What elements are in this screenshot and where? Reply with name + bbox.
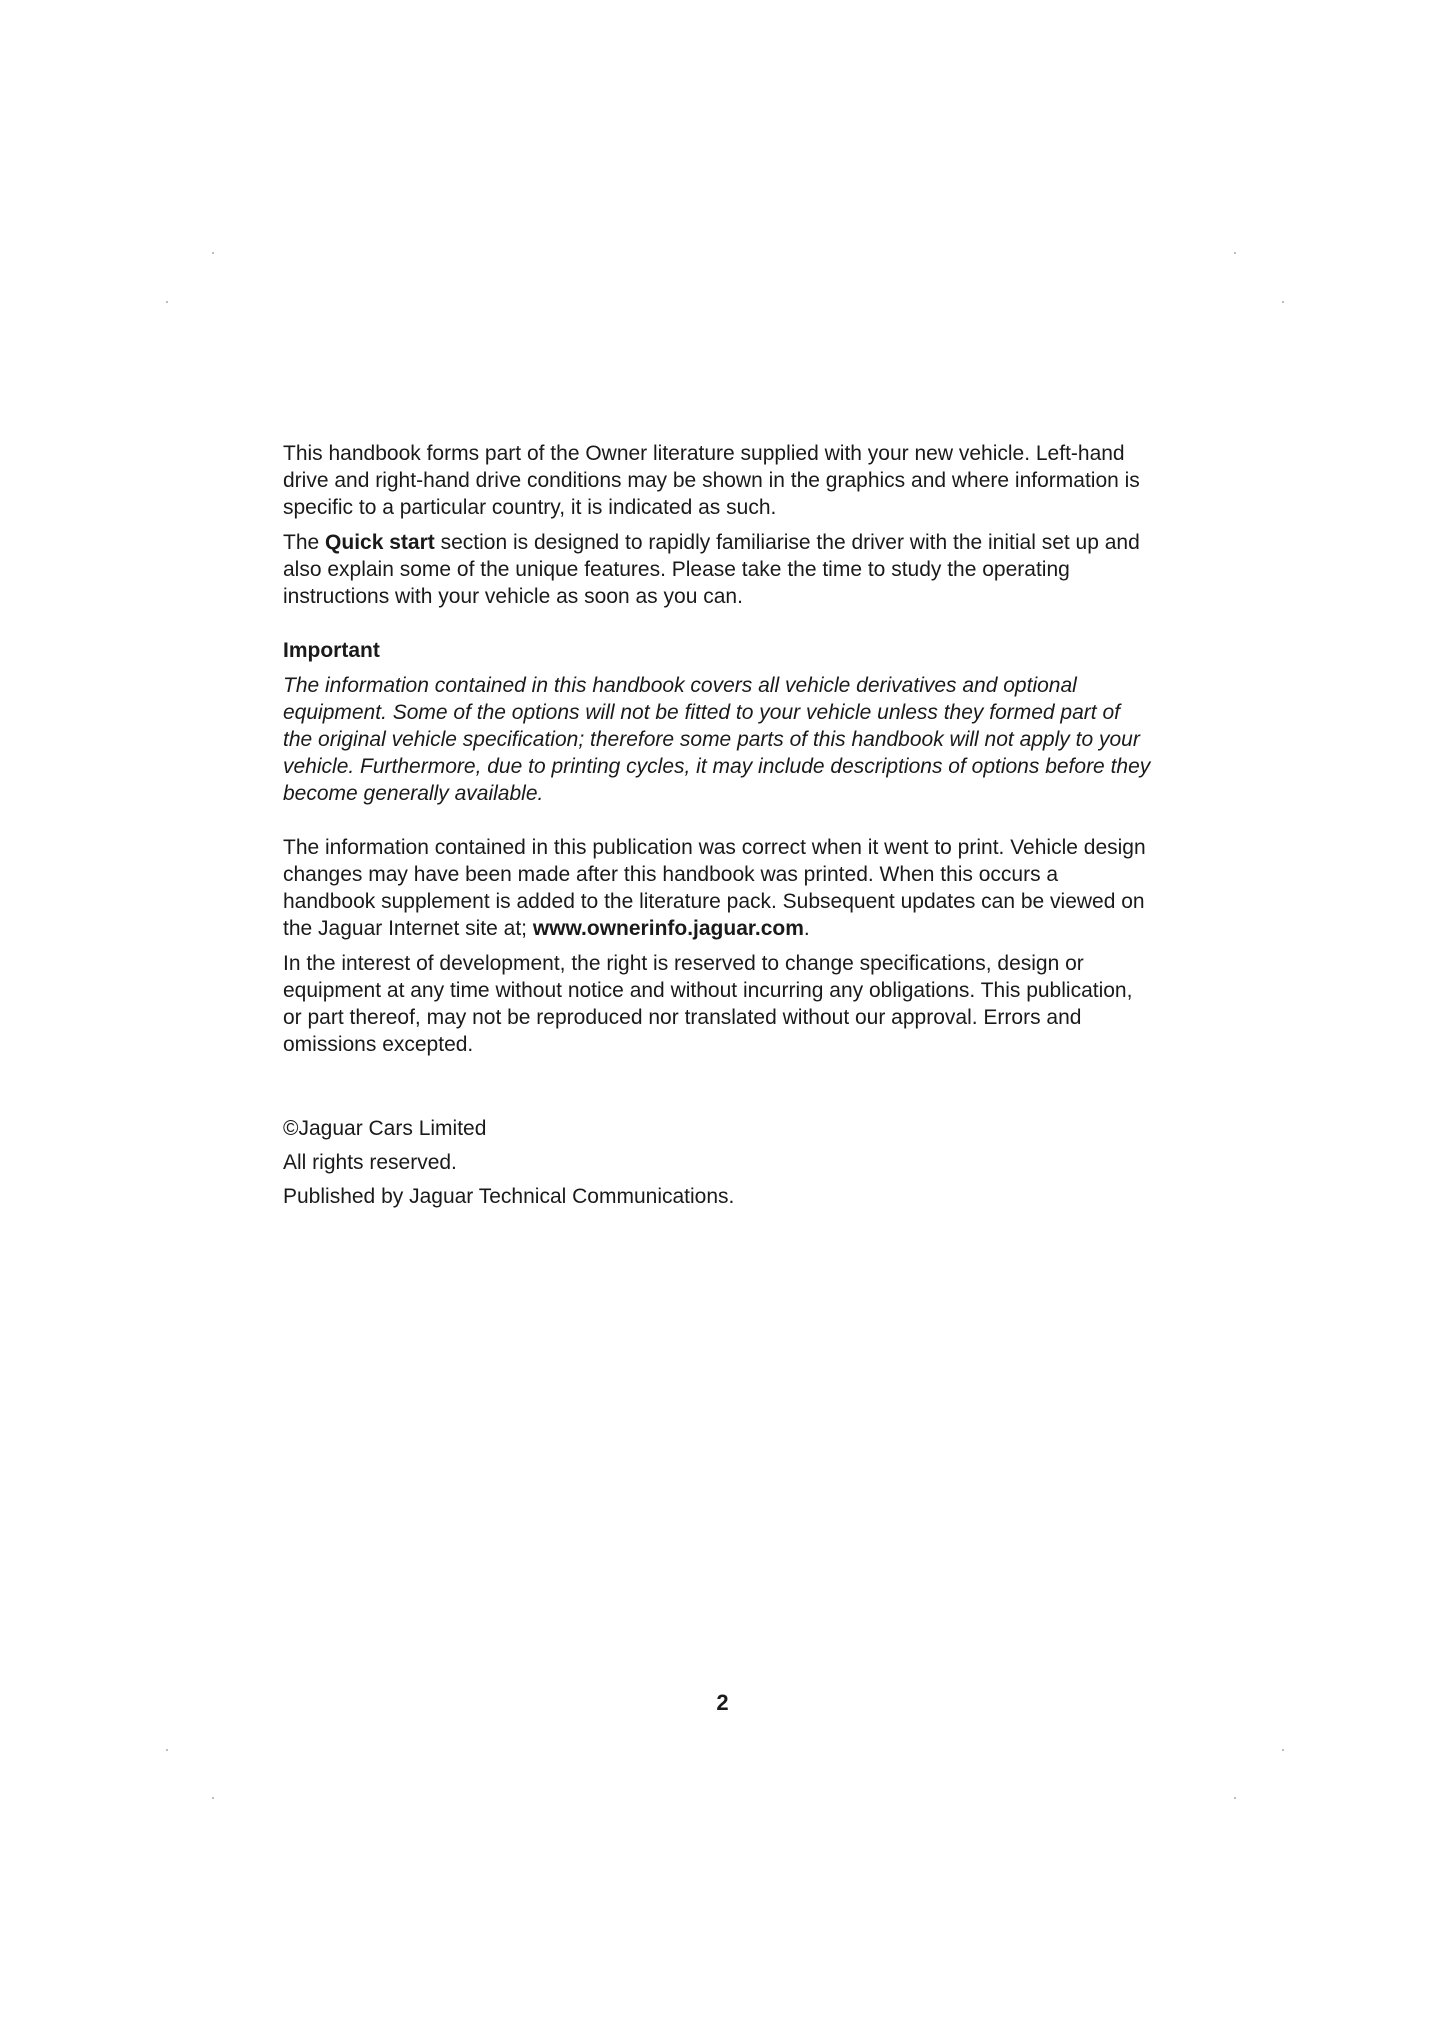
publication-suffix: . xyxy=(803,917,810,940)
registration-mark xyxy=(166,1749,168,1751)
publication-text: The information contained in this publication was correct when it went to print. Vehicle design changes may have been made after this handbook was printed. When this occurs a handbook supplement is added to the literature pack. Subsequent updates can be viewed on the Jaguar Internet site at; xyxy=(283,836,1146,940)
registration-mark xyxy=(1282,1749,1284,1751)
copyright-line: ©Jaguar Cars Limited xyxy=(283,1117,487,1140)
quick-start-prefix: The xyxy=(283,531,326,554)
intro-paragraph: This handbook forms part of the Owner literature supplied with your new vehicle. Left-hand drive and right-hand drive conditions may be shown in the graphics and where information is specific to a particular country, it is indicated as such. xyxy=(283,442,1140,519)
development-paragraph: In the interest of development, the right is reserved to change specifications, design or equipment at any time without notice and without incurring any obligations. This publication, or part thereof, may not be reproduced nor translated without our approval. Errors and omissions excepted. xyxy=(283,952,1133,1056)
rights-line: All rights reserved. xyxy=(283,1151,457,1174)
publisher-line: Published by Jaguar Technical Communications. xyxy=(283,1185,735,1208)
registration-mark xyxy=(1282,301,1284,303)
registration-mark xyxy=(1234,252,1236,254)
website-link[interactable]: www.ownerinfo.jaguar.com xyxy=(532,917,804,940)
page-body xyxy=(283,440,1153,1214)
important-text: The information contained in this handbook covers all vehicle derivatives and optional equipment. Some of the options will not be fitted to your vehicle unless they formed part of the original vehicle specification; therefore some parts of this handbook will not apply to your vehicle. Furthermore, due to printing cycles, it may include descriptions of options before they become generally available. xyxy=(283,674,1151,805)
registration-mark xyxy=(166,301,168,303)
registration-mark xyxy=(212,1797,214,1799)
important-heading: Important xyxy=(283,639,380,662)
quick-start-paragraph xyxy=(283,529,1153,610)
quick-start-suffix: section is designed to rapidly familiarise the driver with the initial set up and also explain some of the unique features. Please take the time to study the operating instructions with your vehicle as soon as you can. xyxy=(283,531,1140,608)
copyright-block xyxy=(283,1112,1153,1214)
registration-mark xyxy=(1234,1797,1236,1799)
publication-paragraph xyxy=(283,834,1153,942)
page-number: 2 xyxy=(716,1690,729,1715)
quick-start-term: Quick start xyxy=(325,531,435,554)
registration-mark xyxy=(212,252,214,254)
